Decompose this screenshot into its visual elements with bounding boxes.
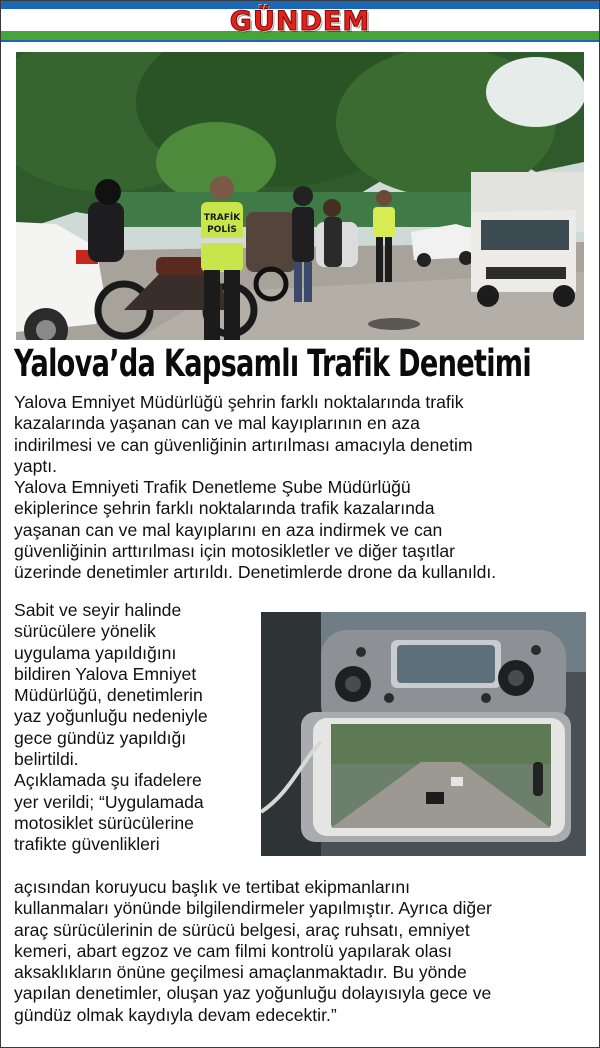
headline: Yalova’da Kapsamlı Trafik Denetimi xyxy=(14,342,531,385)
text-line: güvenliğinin arttırılması için motosikletler ve diğer taşıtlar xyxy=(14,541,455,562)
text-line: yaşanan can ve mal kayıplarını en aza indirmek ve can xyxy=(14,519,443,540)
text-line: yaz yoğunluğu nedeniyle xyxy=(14,706,208,727)
text-line: kemeri, abart egzoz ve cam filmi kontrolü yapılarak olası xyxy=(14,940,453,961)
section-title: GÜNDEM xyxy=(229,6,371,37)
text-line: yapılan denetimler, oluşan yaz yoğunluğu dolayısıyla gece ve xyxy=(14,983,492,1004)
text-line: sürücülere yönelik xyxy=(14,621,156,642)
text-line: belirtildi. xyxy=(14,749,79,770)
drone-controller-photo xyxy=(261,612,586,856)
text-line: indirilmesi ve can güvenliğinin artırılması amacıyla denetim xyxy=(14,434,473,455)
text-line: Sabit ve seyir halinde xyxy=(14,600,182,620)
text-line: araç sürücülerinin de sürücü belgesi, araç ruhsatı, emniyet xyxy=(14,919,470,940)
text-line: Yalova Emniyet Müdürlüğü şehrin farklı noktalarında trafik xyxy=(14,392,464,412)
text-line: yaptı. xyxy=(14,455,58,476)
text-line: kullanmaları yönünde bilgilendirmeler yapılmıştır. Ayrıca diğer xyxy=(14,898,492,919)
article-intro xyxy=(14,392,496,584)
text-line: üzerinde denetimler artırıldı. Denetimlerde drone da kullanıldı. xyxy=(14,562,497,583)
text-line: Müdürlüğü, denetimlerin xyxy=(14,685,203,706)
text-line: kazalarında yaşanan can ve mal kayıplarının en aza xyxy=(14,413,420,434)
text-line: uygulama yapıldığını xyxy=(14,642,177,663)
vest-text-1: TRAFİK xyxy=(203,213,241,223)
text-line: gündüz olmak kaydıyla devam edecektir.” xyxy=(14,1004,337,1025)
text-line: bildiren Yalova Emniyet xyxy=(14,663,197,684)
text-line: ekiplerince şehrin farklı noktalarında trafik kazalarında xyxy=(14,498,435,519)
text-line: aksaklıkların önüne geçilmesi amaçlanmaktadır. Bu yönde xyxy=(14,962,467,983)
text-line: trafikte güvenlikleri xyxy=(14,834,160,855)
text-line: açısından koruyucu başlık ve tertibat ekipmanlarını xyxy=(14,877,411,897)
text-line: yer verildi; “Uygulamada xyxy=(14,791,204,812)
vest-text-2: POLİS xyxy=(207,225,237,235)
text-line: Yalova Emniyeti Trafik Denetleme Şube Müdürlüğü xyxy=(14,477,411,498)
main-photo xyxy=(16,52,584,340)
article-bottom xyxy=(14,877,492,1026)
header-band-line xyxy=(1,40,599,42)
text-line: Açıklamada şu ifadelere xyxy=(14,770,202,791)
text-line: gece gündüz yapıldığı xyxy=(14,727,187,748)
text-line: motosiklet sürücülerine xyxy=(14,812,194,833)
article-side-column xyxy=(14,600,208,856)
